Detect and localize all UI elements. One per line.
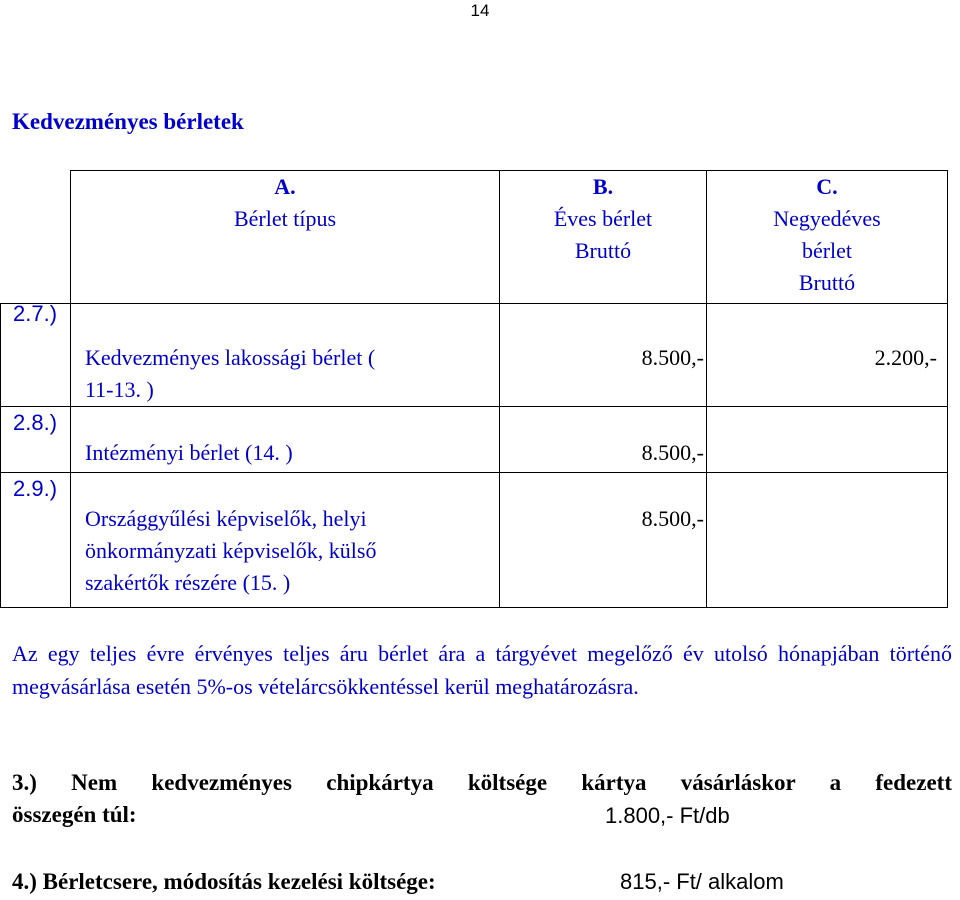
row-type: Intézményi bérlet (14. ) [71,407,500,473]
page-number: 14 [470,1,490,20]
header-col-c-label-3: Bruttó [798,270,856,295]
row-number: 2.9.) [1,473,71,608]
row-price-quarterly [707,473,948,608]
table-row [1,473,948,608]
header-col-c [707,171,948,304]
row-price-annual: 8.500,- [500,304,707,407]
chipcard-cost-label-2: összegén túl: [12,802,137,827]
row-type: Országgyűlési képviselők, helyi önkormányzati képviselők, külső szakértők részére (15. ) [71,473,500,608]
header-col-b [500,171,707,304]
header-col-b-letter: B. [592,174,614,199]
header-col-c-label-2: bérlet [801,238,853,263]
table-row [1,407,948,473]
price-table [0,170,948,608]
chipcard-cost-label-1: 3.) Nem kedvezményes chipkártya költsége kártya vásárláskor a fedezett [12,770,952,795]
chipcard-cost-value: 1.800,- Ft/db [605,803,730,828]
table-row [1,304,948,407]
header-col-c-label-1: Negyedéves [773,206,881,231]
row-number: 2.8.) [1,407,71,473]
row-price-annual: 8.500,- [500,407,707,473]
row-type: Kedvezményes lakossági bérlet ( 11-13. ) [71,304,500,407]
header-col-a-label: Bérlet típus [233,206,337,231]
row-price-quarterly [707,407,948,473]
header-col-b-label-2: Bruttó [574,238,632,263]
header-col-c-letter: C. [816,174,838,199]
discount-paragraph: Az egy teljes évre érvényes teljes áru bérlet ára a tárgyévet megelőző év utolsó hónapjában történő megvásárlása esetén 5%-os vételárcsökkentéssel kerül meghatározásra. [12,641,952,699]
row-price-annual: 8.500,- [500,473,707,608]
header-col-a-letter: A. [274,174,296,199]
table-header-row [1,171,948,304]
section-title: Kedvezményes bérletek [12,109,244,134]
row-price-quarterly: 2.200,- [707,304,948,407]
header-empty-cell [1,171,71,304]
exchange-fee-value: 815,- Ft/ alkalom [620,869,784,894]
header-col-a [71,171,500,304]
row-number: 2.7.) [1,304,71,407]
header-col-b-label-1: Éves bérlet [553,206,653,231]
exchange-fee-label: 4.) Bérletcsere, módosítás kezelési költsége: [12,869,436,894]
